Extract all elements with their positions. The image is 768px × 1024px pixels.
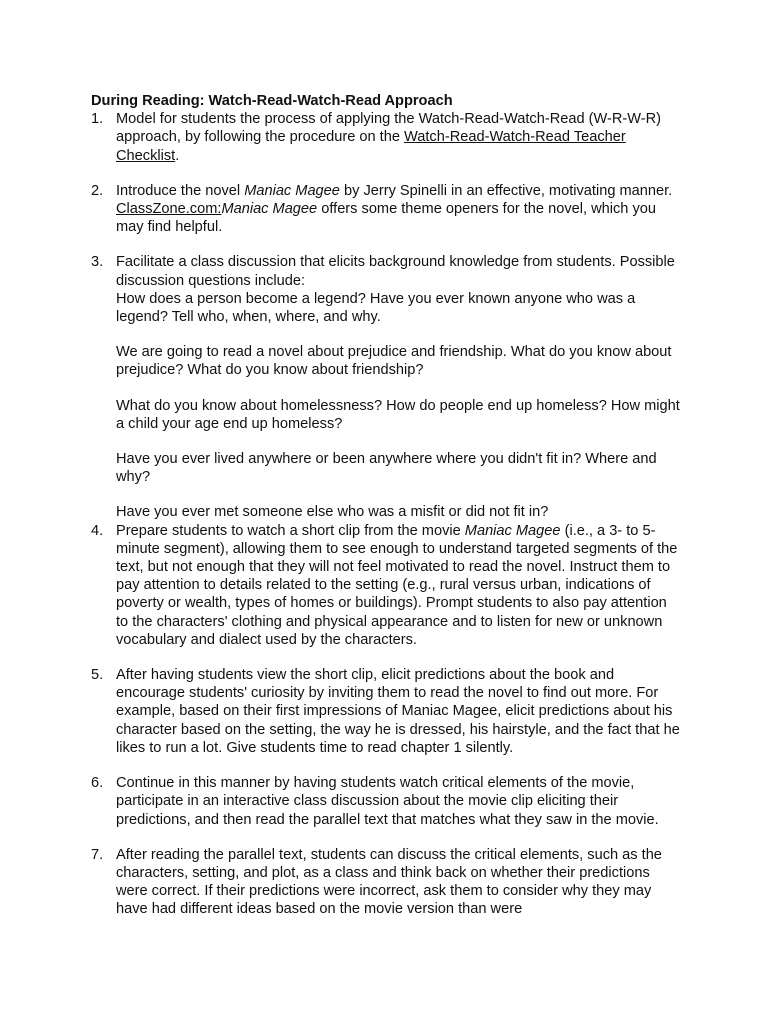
movie-title: Maniac Magee	[464, 522, 561, 539]
spacer	[116, 326, 683, 343]
discussion-question: How does a person become a legend? Have you ever known anyone who was a legend? Tell who, when, where, and why.	[116, 290, 636, 326]
item-text-part: by Jerry Spinelli in an effective, motivating manner.	[339, 182, 673, 199]
spacer	[116, 380, 683, 397]
item-text: Facilitate a class discussion that elicits background knowledge from students. Possible discussion questions include:	[116, 254, 675, 289]
item-text-part: Introduce the novel	[116, 182, 245, 199]
item-text: After reading the parallel text, students can discuss the critical elements, such as the characters, setting, and plot, as a class and think back on whether their predictions were correct. If their predictions were incorrect, ask them to consider why they may have had different ideas based on the movie version than were	[116, 846, 662, 918]
spacer	[91, 757, 683, 774]
section-heading: During Reading: Watch-Read-Watch-Read Approach	[91, 93, 453, 109]
discussion-question: Have you ever met someone else who was a misfit or did not fit in?	[116, 504, 549, 521]
spacer	[91, 649, 683, 666]
spacer	[116, 433, 683, 450]
item-text-part: Model for students the process of applying the Watch-Read-Watch-Read (W-R-W-R) approach, by following the procedure on the	[116, 111, 662, 146]
novel-title: Maniac Magee	[244, 182, 340, 199]
spacer	[91, 165, 683, 182]
item-text	[116, 522, 683, 649]
list-item-2	[91, 182, 683, 237]
item-number: 4.	[91, 522, 104, 539]
item-text: Continue in this manner by having students watch critical elements of the movie, participate in an interactive class discussion about the movie clip eliciting their predictions, and then read the parallel text that matches what they saw in the movie.	[116, 775, 659, 828]
list-item-5	[91, 666, 683, 757]
classzone-link[interactable]: ClassZone.com:	[116, 201, 222, 218]
item-text	[116, 110, 683, 165]
list-item-3	[91, 253, 683, 521]
spacer	[91, 236, 683, 253]
item-text-part: (i.e., a 3- to 5-minute segment), allowing them to see enough to understand targeted segments of the text, but not enough that they will not feel motivated to read the novel. Instruct them to pay attention to details related to the setting (e.g., rural versus urban, indications of poverty or wealth, types of homes or buildings). Prompt students to also pay attention to the characters' clothing and physical appearance and to listen for new or unknown vocabulary and dialect used by the characters.	[116, 522, 678, 648]
discussion-question: What do you know about homelessness? How do people end up homeless? How might a child your age end up homeless?	[116, 397, 680, 432]
list-item-7	[91, 846, 683, 919]
list-item-4	[91, 522, 683, 649]
document-content	[91, 92, 683, 919]
teacher-checklist-link[interactable]: Watch-Read-Watch-Read Teacher Checklist	[116, 129, 626, 164]
discussion-question: Have you ever lived anywhere or been anywhere where you didn't fit in? Where and why?	[116, 451, 657, 486]
spacer	[116, 486, 683, 503]
list-item-6	[91, 774, 683, 829]
item-text-part: Prepare students to watch a short clip from the movie	[116, 522, 465, 539]
novel-title: Maniac Magee	[221, 201, 318, 218]
item-number: 1.	[91, 111, 104, 128]
item-number: 3.	[91, 254, 104, 271]
item-number: 7.	[91, 846, 104, 863]
item-number: 2.	[91, 182, 104, 199]
item-text	[116, 182, 683, 237]
item-number: 6.	[91, 775, 104, 792]
item-text: After having students view the short clip, elicit predictions about the book and encourage students' curiosity by inviting them to read the novel to find out more. For example, based on their first impressions of Maniac Magee, elicit predictions about his character based on the setting, the way he is dressed, his hairstyle, and the fact that he likes to run a lot. Give students time to read chapter 1 silently.	[116, 667, 680, 756]
item-text-part: .	[175, 147, 180, 164]
item-number: 5.	[91, 667, 104, 684]
discussion-question: We are going to read a novel about prejudice and friendship. What do you know about prejudice? What do you know about friendship?	[116, 344, 672, 379]
list-item-1	[91, 110, 683, 165]
spacer	[91, 829, 683, 846]
item-text-part: offers some theme openers for the novel, which you may find helpful.	[116, 201, 656, 236]
